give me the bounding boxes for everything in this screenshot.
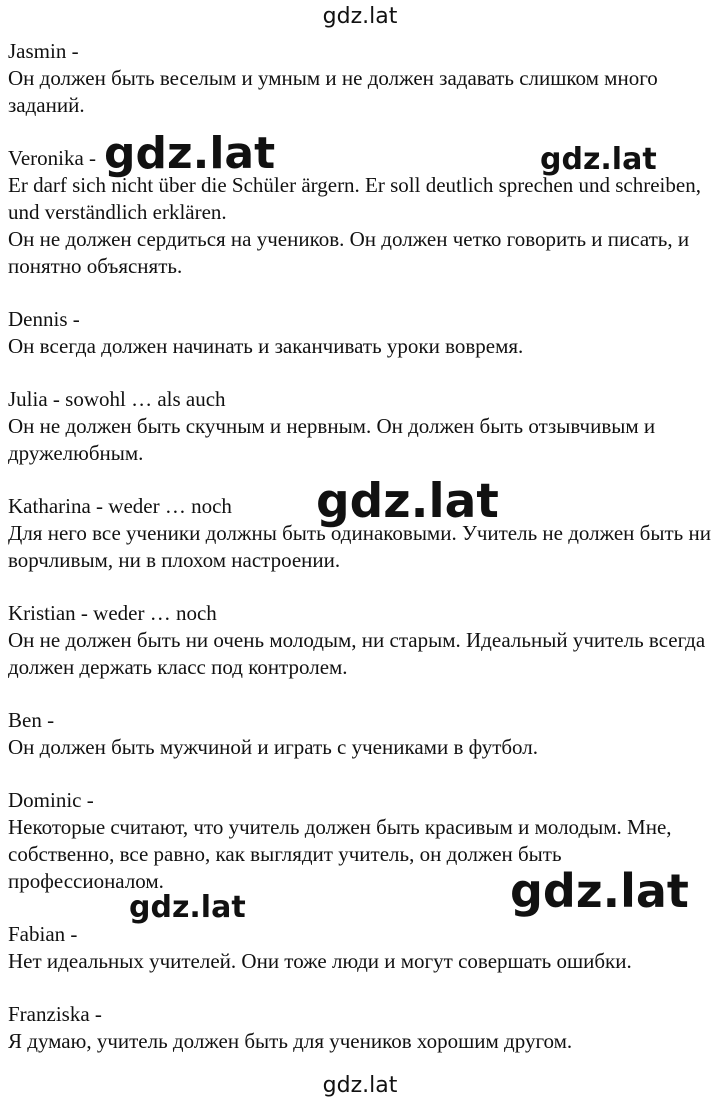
speaker-name: Fabian - — [8, 922, 78, 946]
speaker-name: Julia - sowohl … als auch — [8, 387, 226, 411]
entry-text: Некоторые считают, что учитель должен быть красивым и молодым. Мне, собственно, все равно, как выглядит учитель, он должен быть профессионалом. — [8, 815, 672, 893]
entry-text: Он не должен быть ни очень молодым, ни старым. Идеальный учитель всегда должен держать класс под контролем. — [8, 628, 706, 679]
header-watermark: gdz.lat — [322, 4, 398, 29]
entry-ben — [8, 707, 714, 761]
watermark-overlay: gdz.lat — [510, 864, 689, 918]
entry-text: Он не должен сердиться на учеников. Он должен четко говорить и писать, и понятно объяснять. — [8, 227, 690, 278]
entry-fabian — [8, 921, 714, 975]
speaker-name: Ben - — [8, 708, 55, 732]
entry-text-german: Er darf sich nicht über die Schüler ärgern. Er soll deutlich sprechen und schreiben, und verständlich erklären. — [8, 173, 701, 224]
document-body — [8, 38, 714, 1081]
watermark-overlay: gdz.lat — [104, 128, 276, 179]
watermark-overlay: gdz.lat — [129, 890, 246, 925]
entry-text: Нет идеальных учителей. Они тоже люди и могут совершать ошибки. — [8, 949, 632, 973]
speaker-name: Dennis - — [8, 307, 80, 331]
entry-kristian — [8, 600, 714, 681]
speaker-name: Jasmin - — [8, 39, 79, 63]
speaker-name: Dominic - — [8, 788, 94, 812]
entry-text: Для него все ученики должны быть одинаковыми. Учитель не должен быть ни ворчливым, ни в плохом настроении. — [8, 521, 711, 572]
watermark-overlay: gdz.lat — [540, 142, 657, 177]
speaker-name: Kristian - weder … noch — [8, 601, 217, 625]
speaker-name: Katharina - weder … noch — [8, 494, 232, 518]
speaker-name: Veronika - — [8, 146, 97, 170]
speaker-name: Franziska - — [8, 1002, 102, 1026]
entry-dennis — [8, 306, 714, 360]
entry-text: Он должен быть веселым и умным и не должен задавать слишком много заданий. — [8, 66, 658, 117]
entry-text: Я думаю, учитель должен быть для учеников хорошим другом. — [8, 1029, 573, 1053]
entry-jasmin — [8, 38, 714, 119]
watermark-overlay: gdz.lat — [316, 474, 499, 529]
entry-julia — [8, 386, 714, 467]
entry-text: Он всегда должен начинать и заканчивать уроки вовремя. — [8, 334, 524, 358]
entry-text: Он не должен быть скучным и нервным. Он должен быть отзывчивым и дружелюбным. — [8, 414, 656, 465]
entry-text: Он должен быть мужчиной и играть с учениками в футбол. — [8, 735, 539, 759]
footer-watermark: gdz.lat — [322, 1073, 398, 1098]
entry-franziska — [8, 1001, 714, 1055]
